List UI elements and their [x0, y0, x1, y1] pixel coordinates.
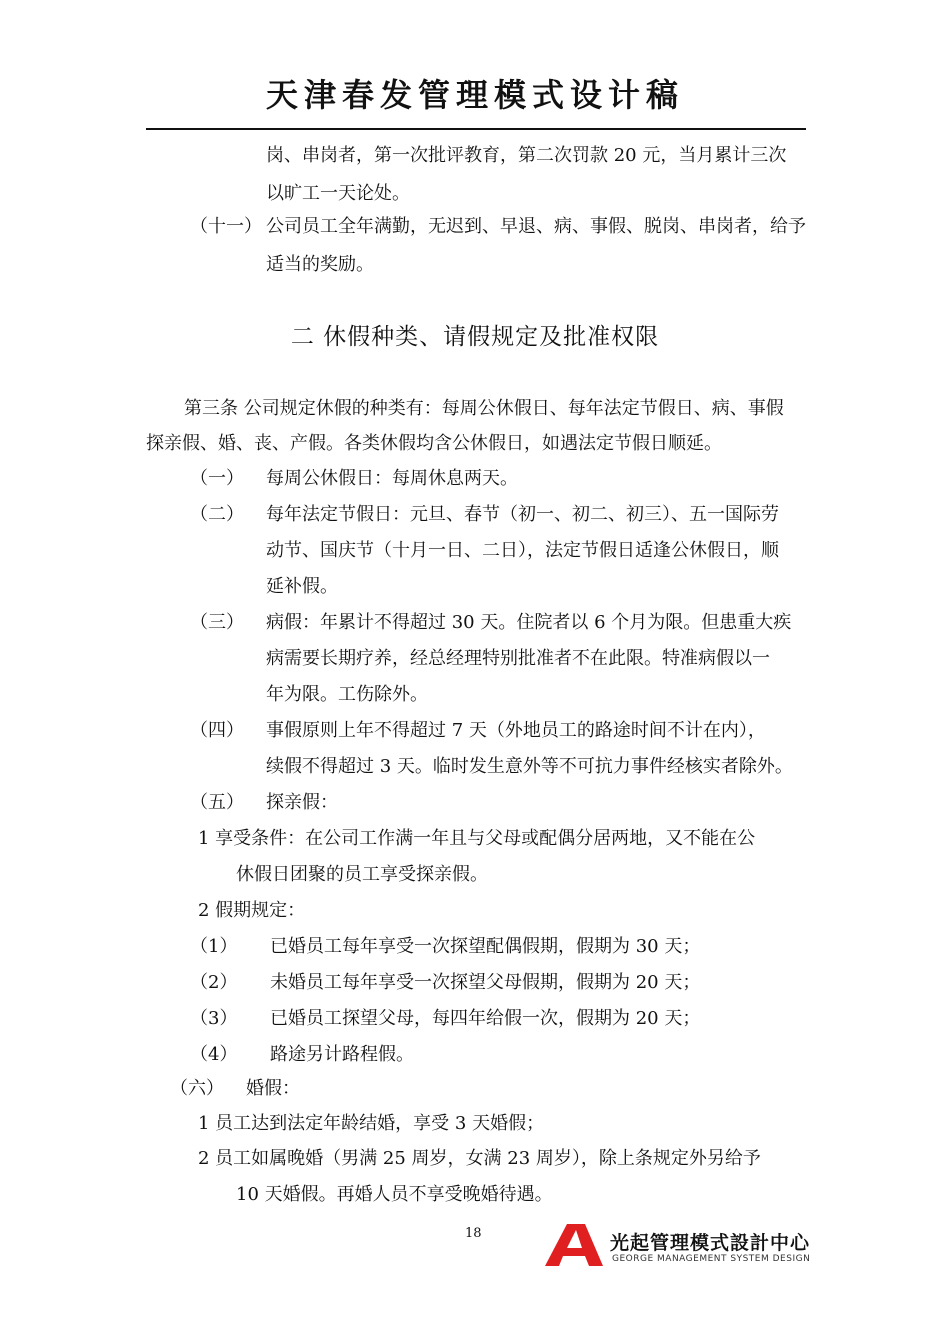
item-number: （四） — [190, 720, 244, 741]
text-line: 适当的奖励。 — [266, 254, 374, 275]
list-item: 续假不得超过 3 天。临时发生意外等不可抗力事件经核实者除外。 — [266, 756, 793, 777]
list-item: 每周公休假日：每周休息两天。 — [266, 468, 518, 489]
item-number: （4） — [190, 1044, 238, 1065]
page-number: 18 — [465, 1226, 482, 1241]
document-title: 天津春发管理模式设计稿 — [265, 76, 684, 114]
list-item: 婚假： — [246, 1078, 300, 1099]
logo-text: 光起管理模式設計中心 — [610, 1232, 811, 1254]
list-item: 年为限。工伤除外。 — [266, 684, 428, 705]
section-heading: 二 休假种类、请假规定及批准权限 — [290, 324, 660, 350]
item-number: （一） — [190, 468, 244, 489]
sub-item: 1 享受条件：在公司工作满一年且与父母或配偶分居两地，又不能在公 — [198, 828, 756, 849]
list-item: 延补假。 — [266, 576, 338, 597]
sub-item: 已婚员工探望父母，每四年给假一次，假期为 20 天； — [270, 1008, 701, 1029]
item-number: （2） — [190, 972, 238, 993]
sub-item: 2 假期规定： — [198, 900, 306, 921]
item-number: （三） — [190, 612, 244, 633]
list-item: 动节、国庆节（十月一日、二日），法定节假日适逢公休假日，顺 — [266, 540, 779, 561]
header-rule — [146, 128, 806, 130]
sub-item: 10 天婚假。再婚人员不享受晚婚待遇。 — [236, 1184, 553, 1205]
sub-item: 已婚员工每年享受一次探望配偶假期，假期为 30 天； — [270, 936, 701, 957]
text-line: 以旷工一天论处。 — [266, 183, 410, 204]
sub-item: 1 员工达到法定年龄结婚，享受 3 天婚假； — [198, 1113, 545, 1134]
sub-item: 路途另计路程假。 — [270, 1044, 414, 1065]
item-number: （六） — [170, 1078, 224, 1099]
list-item: 事假原则上年不得超过 7 天（外地员工的路途时间不计在内）， — [266, 720, 766, 741]
item-number: （十一） — [190, 216, 262, 237]
logo-subtext: GEORGE MANAGEMENT SYSTEM DESIGN — [612, 1254, 811, 1264]
text-line: 岗、串岗者，第一次批评教育，第二次罚款 20 元，当月累计三次 — [266, 145, 787, 166]
sub-item: 休假日团聚的员工享受探亲假。 — [236, 864, 488, 885]
list-item: 病需要长期疗养，经总经理特别批准者不在此限。特准病假以一 — [266, 648, 770, 669]
list-item: 探亲假： — [266, 792, 338, 813]
item-number: （1） — [190, 936, 238, 957]
article-line: 第三条 公司规定休假的种类有：每周公休假日、每年法定节假日、病、事假 — [184, 398, 784, 419]
text-line: 公司员工全年满勤，无迟到、早退、病、事假、脱岗、串岗者，给予 — [266, 216, 806, 237]
list-item: 每年法定节假日：元旦、春节（初一、初二、初三）、五一国际劳 — [266, 504, 779, 525]
sub-item: 2 员工如属晚婚（男满 25 周岁，女满 23 周岁），除上条规定外另给予 — [198, 1148, 761, 1169]
item-number: （3） — [190, 1008, 238, 1029]
list-item: 病假：年累计不得超过 30 天。住院者以 6 个月为限。但患重大疾 — [266, 612, 792, 633]
sub-item: 未婚员工每年享受一次探望父母假期，假期为 20 天； — [270, 972, 701, 993]
item-number: （五） — [190, 792, 244, 813]
item-number: （二） — [190, 504, 244, 525]
article-line: 探亲假、婚、丧、产假。各类休假均含公休假日，如遇法定节假日顺延。 — [146, 433, 722, 454]
